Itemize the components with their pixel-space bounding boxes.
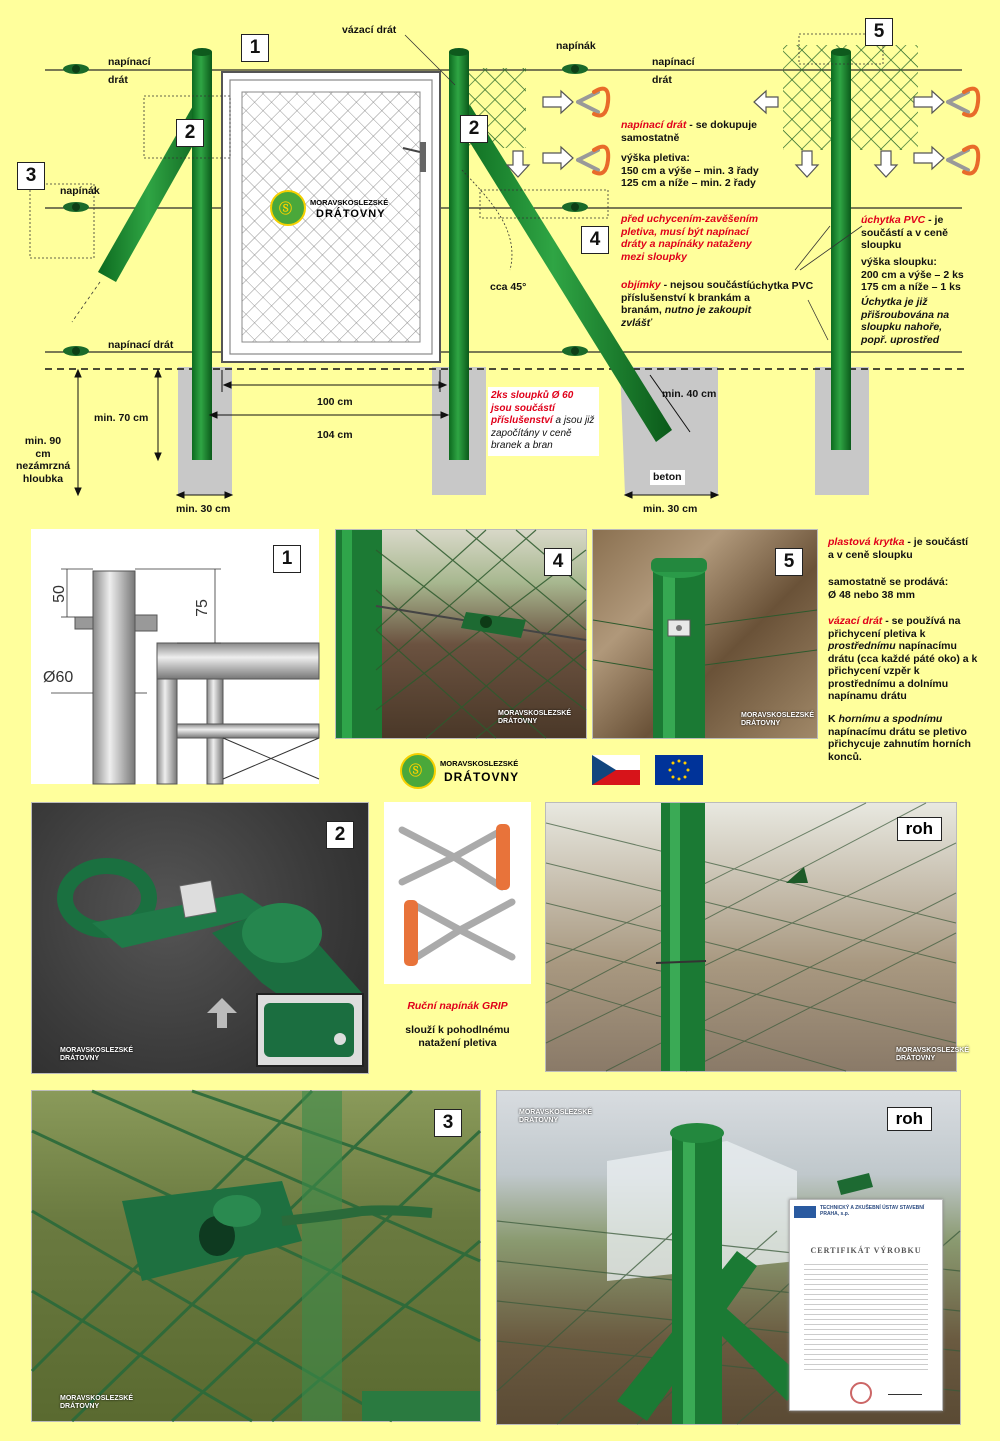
- callout-5: 5: [865, 18, 893, 46]
- arrow-left-icon: [754, 91, 778, 113]
- gate-post-right: [449, 52, 469, 460]
- label-min40: min. 40 cm: [662, 388, 717, 400]
- tensioner-icon: [562, 64, 588, 74]
- callout-3: 3: [17, 162, 45, 190]
- label-min90: min. 90 cm nezámrzná hloubka: [16, 435, 71, 485]
- arrow-right-icon: [914, 91, 944, 113]
- photo-logo: MORAVSKOSLEZSKÉ DRÁTOVNY: [60, 1047, 133, 1062]
- company-logo-mid: Ⓢ MORAVSKOSLEZSKÉ DRÁTOVNY: [400, 753, 520, 789]
- corner-tag-1: roh: [897, 817, 942, 841]
- note-napinaci-drat: napínací drát - se dokupuje samostatně: [621, 119, 757, 144]
- tensioner-icon: [562, 346, 588, 356]
- photo-logo: MORAVSKOSLEZSKÉ DRÁTOVNY: [896, 1047, 969, 1062]
- photo-2-num: 2: [326, 821, 354, 849]
- grip-tool-icon: [948, 89, 978, 116]
- label-drat-right: drát: [652, 74, 672, 86]
- note-vazaci-drat: vázací drát - se používá na přichycení pletiva k prostřednímu napínacímu drátu (cca každé páté oko) a k přichycení vzpěr k prostřednímu a dolnímu napínamu drátu: [828, 615, 978, 702]
- note-uchytka-prisroubovana: Úchytka je již přišroubována na sloupku nahoře, popř. uprostřed: [861, 296, 950, 346]
- detail-1-num: 1: [273, 545, 301, 573]
- note-sloupky: 2ks sloupků Ø 60 jsou součástí příslušenství a jsou již započítány v ceně branek a bran: [488, 387, 599, 456]
- note-vyska-sloupku: výška sloupku: 200 cm a výše – 2 ks 175 cm a níže – 1 ks: [861, 256, 964, 293]
- note-horni-spodni: K hornímu a spodnímu napínacímu drátu se pletivo přichycuje zahnutím horních konců.: [828, 713, 971, 763]
- corner-tag-2: roh: [887, 1107, 932, 1131]
- arrow-down-icon: [875, 151, 897, 177]
- grip-tool-icon: [578, 147, 608, 174]
- label-100cm: 100 cm: [317, 396, 353, 408]
- label-drat: drát: [108, 74, 128, 86]
- tensioner-icon: [63, 346, 89, 356]
- note-plastova-krytka: plastová krytka - je součástí a v ceně sloupku: [828, 536, 969, 561]
- arrow-down-icon: [796, 151, 818, 177]
- photo-5-num: 5: [775, 548, 803, 576]
- callout-4: 4: [581, 226, 609, 254]
- grip-description: slouží k pohodlnému natažení pletiva: [405, 1024, 510, 1049]
- grip-tool-icon: [578, 89, 608, 116]
- note-uchytka-pvc: úchytka PVC - je součástí a v ceně sloupku: [861, 214, 948, 251]
- note-objimky: objímky - nejsou součástí příslušenství k brankám a branám, nutno je zakoupit zvlášť: [621, 279, 752, 329]
- photo-5-post-cap: [592, 529, 818, 739]
- label-napinaci-drat-bottom: napínací drát: [108, 339, 174, 351]
- label-beton: beton: [650, 470, 685, 485]
- label-napinak-top: napínák: [556, 40, 596, 52]
- corner-post: [831, 52, 851, 450]
- photo-2-clamp: [31, 802, 369, 1074]
- photo-corner-2: [496, 1090, 961, 1425]
- label-min30-right: min. 30 cm: [643, 503, 698, 515]
- tensioner-icon: [63, 202, 89, 212]
- note-prodava: samostatně se prodává: Ø 48 nebo 38 mm: [828, 576, 949, 601]
- label-uchytka-pvc: úchytka PVC: [749, 280, 814, 292]
- eu-flag-icon: [655, 755, 703, 785]
- dim-60: Ø60: [43, 669, 74, 686]
- photo-3-tensioner-closeup: [31, 1090, 481, 1422]
- grip-tool-photo: [384, 802, 531, 984]
- callout-1: 1: [241, 34, 269, 62]
- photo-logo: MORAVSKOSLEZSKÉ DRÁTOVNY: [498, 710, 571, 725]
- gate-post-left: [192, 52, 212, 460]
- label-napinaci-right: napínací: [652, 56, 695, 68]
- note-vyska-pletiva: výška pletiva: 150 cm a výše – min. 3 řady 125 cm a níže – min. 2 řady: [621, 152, 759, 189]
- dim-75: 75: [193, 599, 211, 617]
- photo-corner-1: [545, 802, 969, 1072]
- label-napinaci: napínací: [108, 56, 151, 68]
- callout-2-right: 2: [460, 115, 488, 143]
- arrow-right-icon: [543, 147, 573, 169]
- photo-2-inset: [256, 993, 364, 1067]
- label-napinak-left: napínák: [60, 185, 100, 197]
- arrow-right-icon: [543, 91, 573, 113]
- photo-3-num: 3: [434, 1109, 462, 1137]
- note-pred-uchycenim: před uchycením-zavěšením pletiva, musí být napínací dráty a napínáky nataženy mezi sloupky: [621, 213, 759, 263]
- label-104cm: 104 cm: [317, 429, 353, 441]
- photo-logo: MORAVSKOSLEZSKÉ DRÁTOVNY: [519, 1109, 592, 1124]
- photo-logo: MORAVSKOSLEZSKÉ DRÁTOVNY: [741, 712, 814, 727]
- photo-4-tensioner: [335, 529, 587, 739]
- grip-title: Ruční napínák GRIP: [407, 1000, 508, 1012]
- tensioner-icon: [63, 64, 89, 74]
- label-angle-45: cca 45°: [490, 281, 527, 293]
- certificate-document: TECHNICKÝ A ZKUŠEBNÍ ÚSTAV STAVEBNÍ PRAHA, s.p. CERTIFIKÁT VÝROBKU: [789, 1199, 943, 1411]
- photo-logo: MORAVSKOSLEZSKÉ DRÁTOVNY: [60, 1395, 133, 1410]
- czech-flag-icon: [592, 755, 640, 785]
- label-min70: min. 70 cm: [94, 412, 149, 424]
- label-min30-left: min. 30 cm: [176, 503, 231, 515]
- arrow-right-icon: [914, 147, 944, 169]
- detail-1-drawing: [31, 529, 319, 784]
- grip-tool-icon: [948, 147, 978, 174]
- photo-4-num: 4: [544, 548, 572, 576]
- dim-50: 50: [50, 585, 68, 603]
- tensioner-icon: [562, 202, 588, 212]
- callout-2-left: 2: [176, 119, 204, 147]
- label-vazaci-drat: vázací drát: [342, 24, 397, 36]
